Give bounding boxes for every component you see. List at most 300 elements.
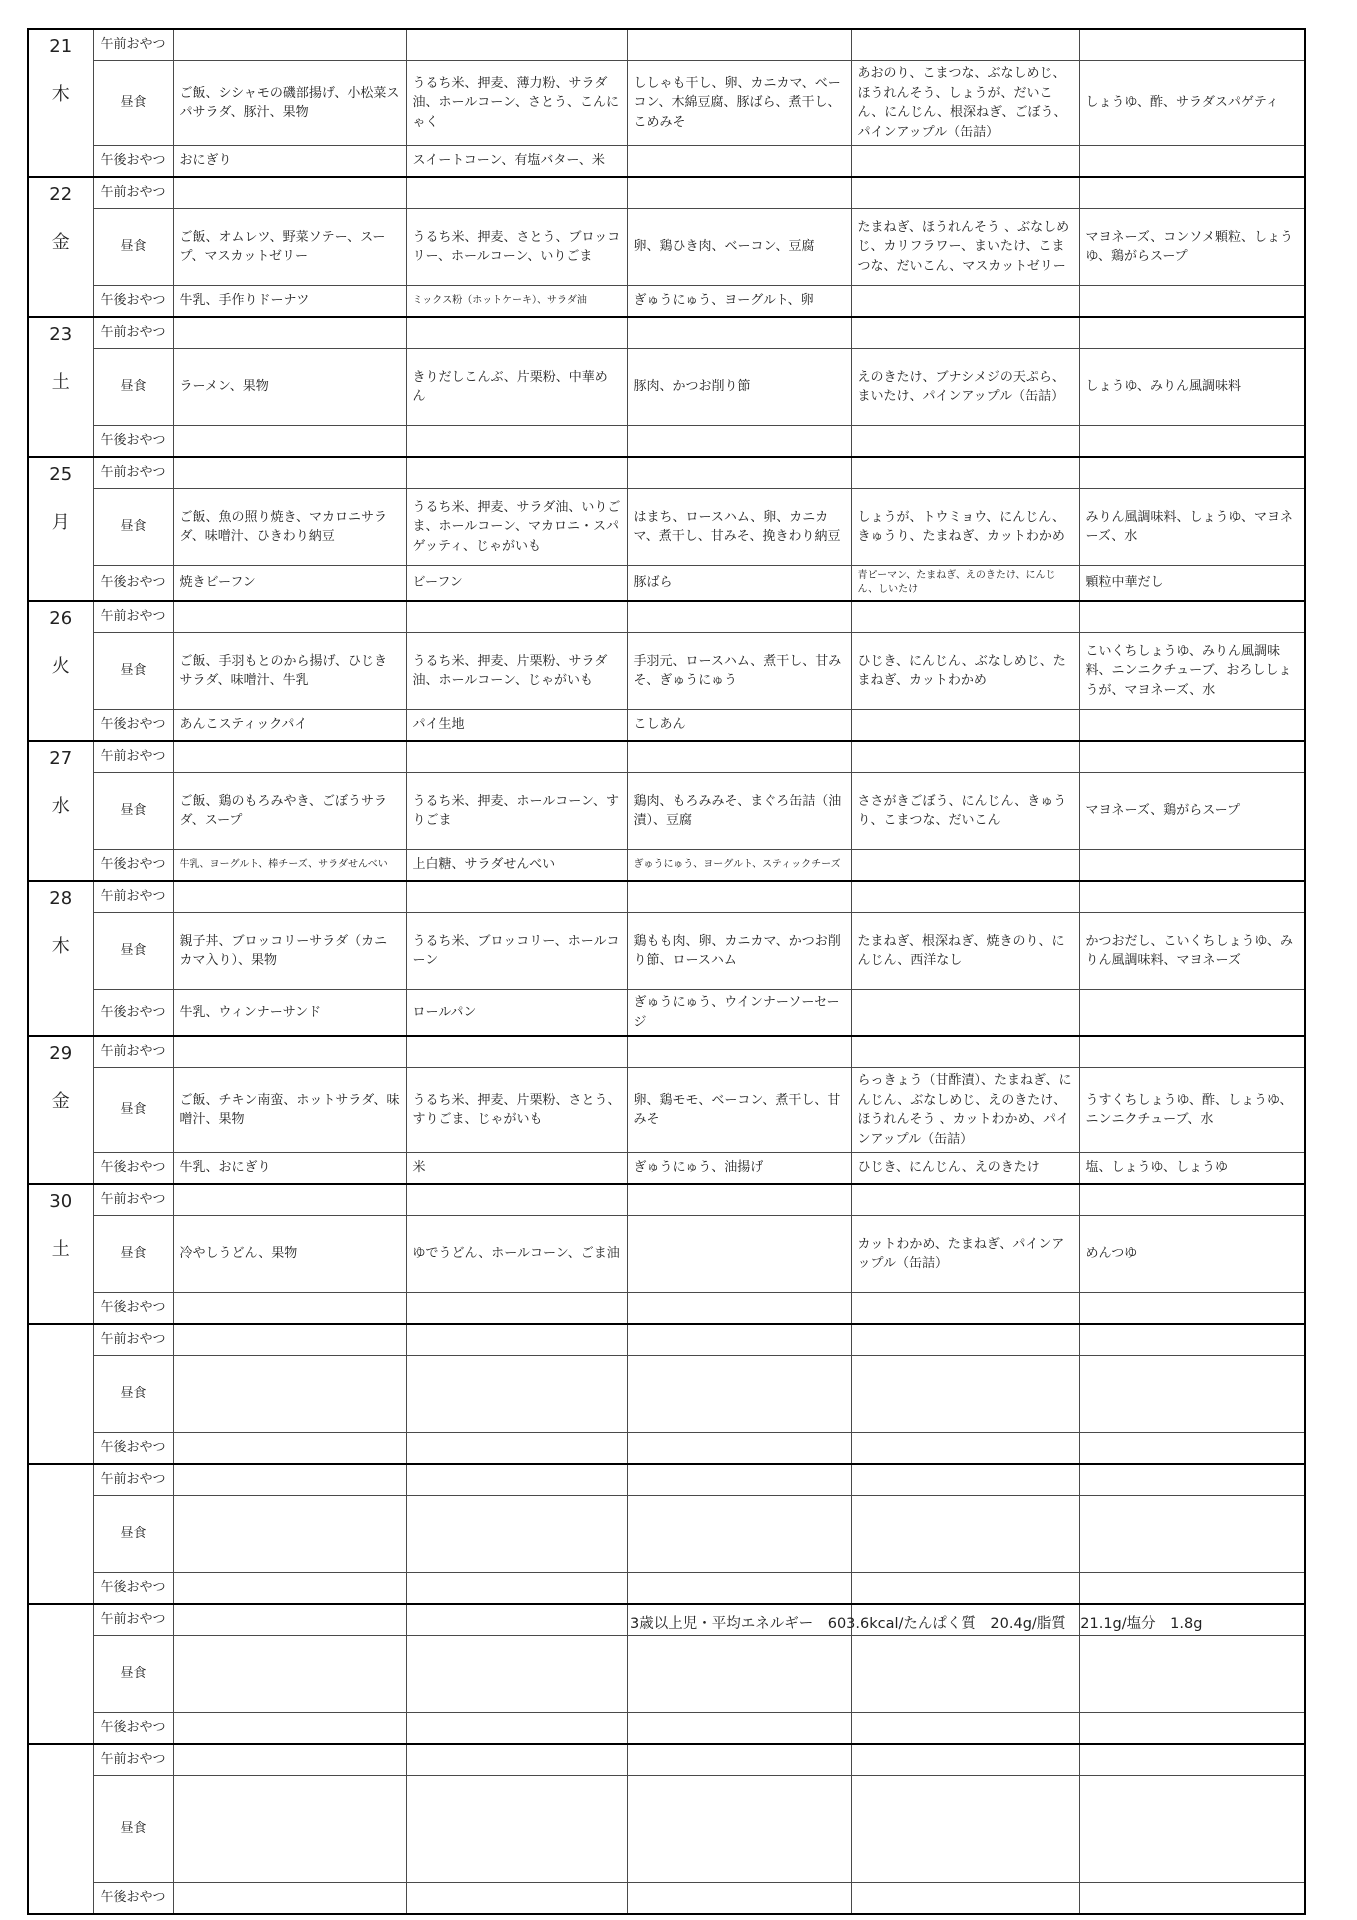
meal-type-label: 午後おやつ	[93, 566, 173, 602]
lunch-content-cell: 親子丼、ブロッコリーサラダ（カニカマ入り）、果物	[173, 913, 406, 990]
meal-type-label: 午前おやつ	[93, 1036, 173, 1068]
afternoon-content-cell	[173, 1433, 406, 1465]
morning-content-cell	[406, 741, 627, 773]
lunch-content-cell	[1079, 1636, 1305, 1713]
lunch-content-cell: 卵、鶏ひき肉、ベーコン、豆腐	[627, 209, 851, 286]
meal-type-label: 午前おやつ	[93, 741, 173, 773]
lunch-content-cell	[627, 1776, 851, 1883]
afternoon-content-cell	[851, 990, 1079, 1037]
meal-type-label: 午後おやつ	[93, 1433, 173, 1465]
date-cell	[28, 1184, 93, 1324]
date-number: 28	[49, 888, 73, 909]
meal-type-label: 午前おやつ	[93, 1464, 173, 1496]
lunch-content-cell: ゆでうどん、ホールコーン、ごま油	[406, 1216, 627, 1293]
date-cell	[28, 317, 93, 457]
day-blank-10-morning-row	[28, 1464, 1305, 1496]
day-blank-9-lunch-row	[28, 1356, 1305, 1433]
morning-content-cell	[851, 601, 1079, 633]
lunch-content-cell	[173, 1496, 406, 1573]
date-weekday: 土	[51, 371, 70, 393]
day-30-lunch-row	[28, 1216, 1305, 1293]
afternoon-content-cell: パイ生地	[406, 710, 627, 742]
afternoon-content-cell	[627, 1883, 851, 1915]
afternoon-content-cell	[851, 1573, 1079, 1605]
day-blank-12-lunch-row	[28, 1776, 1305, 1883]
lunch-content-cell: 手羽元、ロースハム、煮干し、甘みそ、ぎゅうにゅう	[627, 633, 851, 710]
meal-type-label: 午後おやつ	[93, 146, 173, 178]
meal-type-label: 午後おやつ	[93, 1293, 173, 1325]
day-blank-9-afternoon-row	[28, 1433, 1305, 1465]
afternoon-content-cell: 牛乳、手作りドーナツ	[173, 286, 406, 318]
morning-content-cell	[627, 1744, 851, 1776]
afternoon-content-cell	[173, 1573, 406, 1605]
day-blank-10-lunch-row	[28, 1496, 1305, 1573]
afternoon-content-cell	[173, 426, 406, 458]
date-weekday: 金	[51, 1090, 70, 1112]
meal-type-label: 昼食	[93, 349, 173, 426]
morning-content-cell	[173, 1464, 406, 1496]
date-cell	[28, 457, 93, 601]
afternoon-content-cell	[1079, 710, 1305, 742]
date-cell	[28, 881, 93, 1036]
lunch-content-cell	[1079, 1496, 1305, 1573]
lunch-content-cell: めんつゆ	[1079, 1216, 1305, 1293]
morning-content-cell	[173, 457, 406, 489]
afternoon-content-cell	[406, 426, 627, 458]
day-23-morning-row	[28, 317, 1305, 349]
afternoon-content-cell	[1079, 426, 1305, 458]
day-28-lunch-row	[28, 913, 1305, 990]
morning-content-cell	[851, 1036, 1079, 1068]
date-number: 25	[49, 464, 73, 485]
afternoon-content-cell	[406, 1293, 627, 1325]
afternoon-content-cell	[1079, 1433, 1305, 1465]
meal-type-label: 昼食	[93, 913, 173, 990]
meal-type-label: 昼食	[93, 633, 173, 710]
day-23-lunch-row	[28, 349, 1305, 426]
meal-type-label: 午後おやつ	[93, 426, 173, 458]
meal-type-label: 昼食	[93, 1068, 173, 1153]
afternoon-content-cell	[851, 1713, 1079, 1745]
afternoon-content-cell	[851, 1433, 1079, 1465]
lunch-content-cell: うすくちしょうゆ、酢、しょうゆ、ニンニクチューブ、水	[1079, 1068, 1305, 1153]
morning-content-cell	[851, 457, 1079, 489]
morning-content-cell	[1079, 1036, 1305, 1068]
lunch-content-cell: しょうゆ、みりん風調味料	[1079, 349, 1305, 426]
date-cell	[28, 601, 93, 741]
date-weekday: 土	[51, 1238, 70, 1260]
morning-content-cell	[173, 177, 406, 209]
morning-content-cell	[627, 1464, 851, 1496]
lunch-content-cell: えのきたけ、ブナシメジの天ぷら、まいたけ、パインアップル（缶詰）	[851, 349, 1079, 426]
afternoon-content-cell: 青ピーマン、たまねぎ、えのきたけ、にんじん、しいたけ	[851, 566, 1079, 602]
lunch-content-cell: マヨネーズ、コンソメ顆粒、しょうゆ、鶏がらスープ	[1079, 209, 1305, 286]
day-26-afternoon-row	[28, 710, 1305, 742]
afternoon-content-cell	[1079, 850, 1305, 882]
morning-content-cell	[406, 1744, 627, 1776]
morning-content-cell	[1079, 457, 1305, 489]
morning-content-cell	[1079, 601, 1305, 633]
afternoon-content-cell	[627, 1433, 851, 1465]
morning-content-cell	[851, 317, 1079, 349]
date-number: 29	[49, 1043, 73, 1064]
lunch-content-cell: ご飯、オムレツ、野菜ソテー、スープ、マスカットゼリー	[173, 209, 406, 286]
date-number: 30	[49, 1191, 73, 1212]
lunch-content-cell: うるち米、押麦、片栗粉、サラダ油、ホールコーン、じゃがいも	[406, 633, 627, 710]
meal-type-label: 午後おやつ	[93, 850, 173, 882]
date-weekday: 木	[51, 83, 70, 105]
lunch-content-cell: 豚肉、かつお削り節	[627, 349, 851, 426]
afternoon-content-cell	[1079, 1713, 1305, 1745]
date-number: 22	[49, 184, 73, 205]
day-23-afternoon-row	[28, 426, 1305, 458]
day-blank-12-afternoon-row	[28, 1883, 1305, 1915]
meal-type-label: 午前おやつ	[93, 601, 173, 633]
afternoon-content-cell	[173, 1713, 406, 1745]
morning-content-cell	[627, 881, 851, 913]
lunch-content-cell	[627, 1216, 851, 1293]
morning-content-cell	[173, 1184, 406, 1216]
morning-content-cell	[851, 741, 1079, 773]
date-cell	[28, 1604, 93, 1744]
lunch-content-cell: うるち米、押麦、さとう、ブロッコリー、ホールコーン、いりごま	[406, 209, 627, 286]
lunch-content-cell: きりだしこんぶ、片栗粉、中華めん	[406, 349, 627, 426]
day-22-morning-row	[28, 177, 1305, 209]
morning-content-cell	[851, 177, 1079, 209]
morning-content-cell	[173, 1604, 406, 1636]
lunch-content-cell: ご飯、魚の照り焼き、マカロニサラダ、味噌汁、ひきわり納豆	[173, 489, 406, 566]
afternoon-content-cell: あんこスティックパイ	[173, 710, 406, 742]
date-cell	[28, 1464, 93, 1604]
lunch-content-cell	[1079, 1776, 1305, 1883]
day-27-afternoon-row	[28, 850, 1305, 882]
date-weekday: 木	[51, 935, 70, 957]
morning-content-cell	[1079, 1464, 1305, 1496]
afternoon-content-cell	[1079, 990, 1305, 1037]
lunch-content-cell	[851, 1776, 1079, 1883]
morning-content-cell	[406, 1324, 627, 1356]
lunch-content-cell	[173, 1776, 406, 1883]
morning-content-cell	[173, 29, 406, 61]
afternoon-content-cell: こしあん	[627, 710, 851, 742]
meal-type-label: 午前おやつ	[93, 457, 173, 489]
morning-content-cell	[406, 457, 627, 489]
morning-content-cell	[627, 1184, 851, 1216]
date-weekday: 火	[51, 655, 70, 677]
lunch-content-cell: しょうゆ、酢、サラダスパゲティ	[1079, 61, 1305, 146]
afternoon-content-cell: 塩、しょうゆ、しょうゆ	[1079, 1153, 1305, 1185]
morning-content-cell	[173, 881, 406, 913]
afternoon-content-cell	[1079, 286, 1305, 318]
afternoon-content-cell: 豚ばら	[627, 566, 851, 602]
morning-content-cell	[173, 1744, 406, 1776]
day-blank-11-lunch-row	[28, 1636, 1305, 1713]
morning-content-cell	[173, 317, 406, 349]
afternoon-content-cell	[406, 1713, 627, 1745]
afternoon-content-cell	[851, 1883, 1079, 1915]
morning-content-cell	[627, 741, 851, 773]
morning-content-cell	[406, 1604, 627, 1636]
meal-type-label: 午前おやつ	[93, 1604, 173, 1636]
date-weekday: 水	[51, 795, 70, 817]
lunch-content-cell: マヨネーズ、鶏がらスープ	[1079, 773, 1305, 850]
afternoon-content-cell	[406, 1433, 627, 1465]
afternoon-content-cell: 牛乳、ヨーグルト、棒チーズ、サラダせんべい	[173, 850, 406, 882]
lunch-content-cell: ささがきごぼう、にんじん、きゅうり、こまつな、だいこん	[851, 773, 1079, 850]
morning-content-cell	[406, 881, 627, 913]
afternoon-content-cell	[406, 1573, 627, 1605]
day-30-morning-row	[28, 1184, 1305, 1216]
day-29-morning-row	[28, 1036, 1305, 1068]
meal-type-label: 午前おやつ	[93, 29, 173, 61]
lunch-content-cell: はまち、ロースハム、卵、カニカマ、煮干し、甘みそ、挽きわり納豆	[627, 489, 851, 566]
lunch-content-cell	[406, 1356, 627, 1433]
meal-type-label: 午後おやつ	[93, 1153, 173, 1185]
morning-content-cell	[406, 1184, 627, 1216]
lunch-content-cell	[851, 1496, 1079, 1573]
morning-content-cell	[851, 29, 1079, 61]
afternoon-content-cell	[851, 1293, 1079, 1325]
lunch-content-cell: 冷やしうどん、果物	[173, 1216, 406, 1293]
lunch-content-cell: 鶏もも肉、卵、カニカマ、かつお削り節、ロースハム	[627, 913, 851, 990]
meal-type-label: 昼食	[93, 773, 173, 850]
morning-content-cell	[627, 29, 851, 61]
date-weekday: 月	[51, 511, 70, 533]
morning-content-cell	[173, 1324, 406, 1356]
morning-content-cell	[1079, 881, 1305, 913]
morning-content-cell	[627, 317, 851, 349]
afternoon-content-cell: おにぎり	[173, 146, 406, 178]
meal-type-label: 午前おやつ	[93, 1324, 173, 1356]
morning-content-cell	[851, 1184, 1079, 1216]
meal-type-label: 昼食	[93, 489, 173, 566]
day-25-lunch-row	[28, 489, 1305, 566]
afternoon-content-cell	[1079, 1573, 1305, 1605]
date-number: 26	[49, 608, 73, 629]
afternoon-content-cell: ぎゅうにゅう、油揚げ	[627, 1153, 851, 1185]
lunch-content-cell	[627, 1496, 851, 1573]
lunch-content-cell: あおのり、こまつな、ぶなしめじ、ほうれんそう、しょうが、だいこん、にんじん、根深ねぎ、ごぼう、パインアップル（缶詰）	[851, 61, 1079, 146]
lunch-content-cell	[406, 1776, 627, 1883]
afternoon-content-cell	[406, 1883, 627, 1915]
day-blank-9-morning-row	[28, 1324, 1305, 1356]
morning-content-cell	[1079, 177, 1305, 209]
afternoon-content-cell	[851, 850, 1079, 882]
afternoon-content-cell	[1079, 146, 1305, 178]
lunch-content-cell: ししゃも干し、卵、カニカマ、ベーコン、木綿豆腐、豚ばら、煮干し、こめみそ	[627, 61, 851, 146]
meal-type-label: 昼食	[93, 1636, 173, 1713]
day-22-afternoon-row	[28, 286, 1305, 318]
afternoon-content-cell	[627, 426, 851, 458]
afternoon-content-cell: 米	[406, 1153, 627, 1185]
meal-type-label: 午前おやつ	[93, 1744, 173, 1776]
day-28-afternoon-row	[28, 990, 1305, 1037]
meal-type-label: 午前おやつ	[93, 881, 173, 913]
date-cell	[28, 1324, 93, 1464]
day-25-morning-row	[28, 457, 1305, 489]
afternoon-content-cell	[627, 1293, 851, 1325]
meal-type-label: 昼食	[93, 209, 173, 286]
date-cell	[28, 177, 93, 317]
lunch-content-cell	[406, 1496, 627, 1573]
date-cell	[28, 29, 93, 177]
day-27-lunch-row	[28, 773, 1305, 850]
lunch-content-cell: うるち米、押麦、薄力粉、サラダ油、ホールコーン、さとう、こんにゃく	[406, 61, 627, 146]
afternoon-content-cell	[173, 1293, 406, 1325]
morning-content-cell	[627, 177, 851, 209]
day-22-lunch-row	[28, 209, 1305, 286]
date-number: 21	[49, 36, 73, 57]
afternoon-content-cell: 上白糖、サラダせんべい	[406, 850, 627, 882]
lunch-content-cell	[406, 1636, 627, 1713]
meal-type-label: 午前おやつ	[93, 177, 173, 209]
date-number: 27	[49, 748, 73, 769]
day-21-morning-row	[28, 29, 1305, 61]
afternoon-content-cell: ロールパン	[406, 990, 627, 1037]
lunch-content-cell	[173, 1356, 406, 1433]
lunch-content-cell: みりん風調味料、しょうゆ、マヨネーズ、水	[1079, 489, 1305, 566]
afternoon-content-cell	[173, 1883, 406, 1915]
afternoon-content-cell	[1079, 1293, 1305, 1325]
date-number: 23	[49, 324, 73, 345]
lunch-content-cell: うるち米、ブロッコリー、ホールコーン	[406, 913, 627, 990]
lunch-content-cell: ご飯、手羽もとのから揚げ、ひじきサラダ、味噌汁、牛乳	[173, 633, 406, 710]
morning-content-cell	[851, 881, 1079, 913]
lunch-content-cell: 卵、鶏モモ、ベーコン、煮干し、甘みそ	[627, 1068, 851, 1153]
morning-content-cell	[851, 1464, 1079, 1496]
day-29-lunch-row	[28, 1068, 1305, 1153]
lunch-content-cell	[627, 1356, 851, 1433]
lunch-content-cell	[173, 1636, 406, 1713]
morning-content-cell	[1079, 1184, 1305, 1216]
meal-type-label: 午後おやつ	[93, 1573, 173, 1605]
date-cell	[28, 741, 93, 881]
afternoon-content-cell: ビーフン	[406, 566, 627, 602]
afternoon-content-cell: 顆粒中華だし	[1079, 566, 1305, 602]
morning-content-cell	[627, 601, 851, 633]
afternoon-content-cell	[851, 710, 1079, 742]
afternoon-content-cell: ぎゅうにゅう、ヨーグルト、卵	[627, 286, 851, 318]
afternoon-content-cell: 焼きビーフン	[173, 566, 406, 602]
lunch-content-cell	[851, 1356, 1079, 1433]
meal-type-label: 昼食	[93, 1496, 173, 1573]
afternoon-content-cell	[627, 1573, 851, 1605]
morning-content-cell	[627, 1324, 851, 1356]
morning-content-cell	[406, 317, 627, 349]
day-blank-11-afternoon-row	[28, 1713, 1305, 1745]
lunch-content-cell: ご飯、鶏のもろみやき、ごぼうサラダ、スープ	[173, 773, 406, 850]
meal-type-label: 午後おやつ	[93, 286, 173, 318]
afternoon-content-cell	[1079, 1883, 1305, 1915]
lunch-content-cell: ラーメン、果物	[173, 349, 406, 426]
morning-content-cell	[406, 1464, 627, 1496]
day-28-morning-row	[28, 881, 1305, 913]
morning-content-cell	[173, 1036, 406, 1068]
afternoon-content-cell: スイートコーン、有塩バター、米	[406, 146, 627, 178]
meal-type-label: 午前おやつ	[93, 317, 173, 349]
meal-type-label: 昼食	[93, 1356, 173, 1433]
afternoon-content-cell: ひじき、にんじん、えのきたけ	[851, 1153, 1079, 1185]
afternoon-content-cell: ミックス粉（ホットケーキ）、サラダ油	[406, 286, 627, 318]
lunch-content-cell	[1079, 1356, 1305, 1433]
lunch-content-cell: たまねぎ、ほうれんそう 、ぶなしめじ、カリフラワー、まいたけ、こまつな、だいこん、マスカットゼリー	[851, 209, 1079, 286]
lunch-content-cell: こいくちしょうゆ、みりん風調味料、ニンニクチューブ、おろししょうが、マヨネーズ、水	[1079, 633, 1305, 710]
afternoon-content-cell: ぎゅうにゅう、ヨーグルト、スティックチーズ	[627, 850, 851, 882]
date-weekday: 金	[51, 231, 70, 253]
morning-content-cell	[173, 741, 406, 773]
lunch-content-cell: ご飯、チキン南蛮、ホットサラダ、味噌汁、果物	[173, 1068, 406, 1153]
date-cell	[28, 1744, 93, 1914]
morning-content-cell	[1079, 1324, 1305, 1356]
meal-type-label: 昼食	[93, 61, 173, 146]
morning-content-cell	[851, 1324, 1079, 1356]
day-21-lunch-row	[28, 61, 1305, 146]
day-blank-12-morning-row	[28, 1744, 1305, 1776]
day-26-morning-row	[28, 601, 1305, 633]
lunch-content-cell: うるち米、押麦、ホールコーン、すりごま	[406, 773, 627, 850]
nutrition-summary: 3歳以上児・平均エネルギー 603.6kcal/たんぱく質 20.4g/脂質 21.1g/塩分 1.8g	[630, 1616, 1203, 1632]
morning-content-cell	[406, 601, 627, 633]
morning-content-cell	[1079, 317, 1305, 349]
lunch-content-cell: うるち米、押麦、サラダ油、いりごま、ホールコーン、マカロニ・スパゲッティ、じゃがいも	[406, 489, 627, 566]
lunch-content-cell: ご飯、シシャモの磯部揚げ、小松菜スパサラダ、豚汁、果物	[173, 61, 406, 146]
meal-type-label: 午後おやつ	[93, 990, 173, 1037]
lunch-content-cell	[851, 1636, 1079, 1713]
day-27-morning-row	[28, 741, 1305, 773]
afternoon-content-cell	[851, 286, 1079, 318]
afternoon-content-cell: ぎゅうにゅう、ウインナーソーセージ	[627, 990, 851, 1037]
morning-content-cell	[627, 1036, 851, 1068]
day-blank-10-afternoon-row	[28, 1573, 1305, 1605]
morning-content-cell	[406, 1036, 627, 1068]
day-25-afternoon-row	[28, 566, 1305, 602]
afternoon-content-cell: 牛乳、ウィンナーサンド	[173, 990, 406, 1037]
lunch-content-cell: カットわかめ、たまねぎ、パインアップル（缶詰）	[851, 1216, 1079, 1293]
morning-content-cell	[851, 1744, 1079, 1776]
lunch-content-cell: うるち米、押麦、片栗粉、さとう、すりごま、じゃがいも	[406, 1068, 627, 1153]
afternoon-content-cell: 牛乳、おにぎり	[173, 1153, 406, 1185]
lunch-content-cell	[627, 1636, 851, 1713]
meal-type-label: 午前おやつ	[93, 1184, 173, 1216]
afternoon-content-cell	[627, 1713, 851, 1745]
morning-content-cell	[1079, 29, 1305, 61]
day-21-afternoon-row	[28, 146, 1305, 178]
meal-type-label: 昼食	[93, 1776, 173, 1883]
morning-content-cell	[1079, 741, 1305, 773]
lunch-content-cell: ひじき、にんじん、ぶなしめじ、たまねぎ、カットわかめ	[851, 633, 1079, 710]
meal-type-label: 午後おやつ	[93, 710, 173, 742]
morning-content-cell	[173, 601, 406, 633]
morning-content-cell	[406, 29, 627, 61]
morning-content-cell	[1079, 1744, 1305, 1776]
afternoon-content-cell	[627, 146, 851, 178]
day-29-afternoon-row	[28, 1153, 1305, 1185]
morning-content-cell	[627, 457, 851, 489]
morning-content-cell	[406, 177, 627, 209]
date-cell	[28, 1036, 93, 1184]
meal-type-label: 昼食	[93, 1216, 173, 1293]
lunch-content-cell: しょうが、トウミョウ、にんじん、きゅうり、たまねぎ、カットわかめ	[851, 489, 1079, 566]
lunch-content-cell: かつおだし、こいくちしょうゆ、みりん風調味料、マヨネーズ	[1079, 913, 1305, 990]
meal-type-label: 午後おやつ	[93, 1883, 173, 1915]
afternoon-content-cell	[851, 146, 1079, 178]
lunch-content-cell: らっきょう（甘酢漬）、たまねぎ、にんじん、ぶなしめじ、えのきたけ、ほうれんそう 、カットわかめ、パインアップル（缶詰）	[851, 1068, 1079, 1153]
day-26-lunch-row	[28, 633, 1305, 710]
lunch-content-cell: 鶏肉、もろみみそ、まぐろ缶詰（油漬）、豆腐	[627, 773, 851, 850]
afternoon-content-cell	[851, 426, 1079, 458]
meal-type-label: 午後おやつ	[93, 1713, 173, 1745]
lunch-content-cell: たまねぎ、根深ねぎ、焼きのり、にんじん、西洋なし	[851, 913, 1079, 990]
